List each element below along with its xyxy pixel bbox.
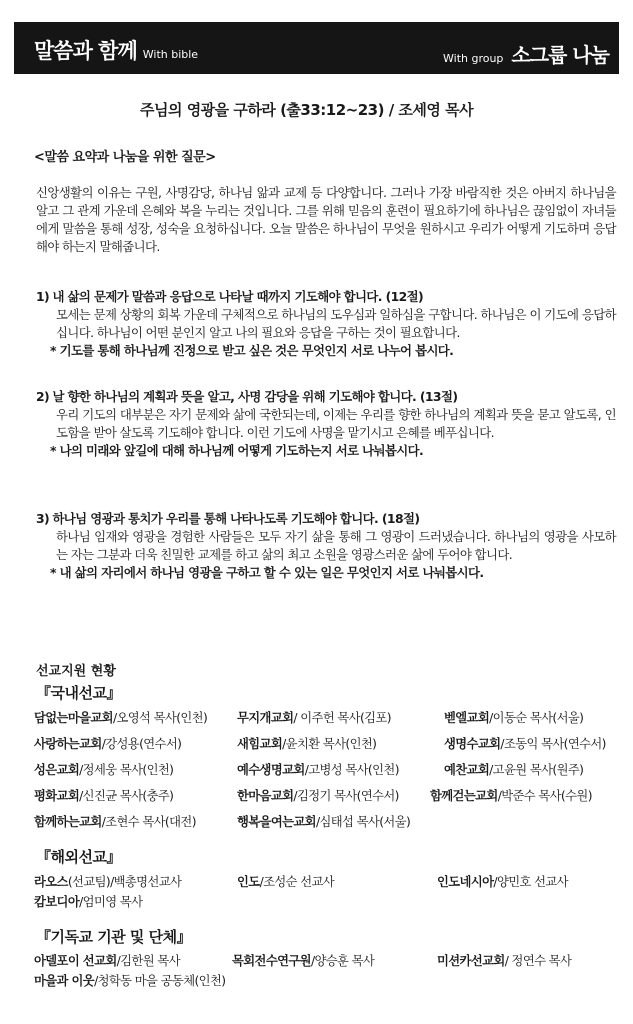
mission-entry: 예찬교회/고윤원 목사(원주) xyxy=(444,763,584,777)
header-bar xyxy=(14,22,619,74)
question-heading: 내 삶의 문제가 말씀과 응답으로 나타날 때까지 기도해야 합니다. (12절) xyxy=(52,289,424,304)
question-2 xyxy=(36,388,616,460)
question-heading: 날 향한 하나님의 계획과 뜻을 알고, 사명 감당을 위해 기도해야 합니다. (13절) xyxy=(52,389,458,404)
question-number: 1) xyxy=(36,289,50,304)
question-body: 하나님 임재와 영광을 경험한 사람들은 모두 자기 삶을 통해 그 영광이 드러냈습니다. 하나님의 영광을 사모하는 자는 그분과 더욱 친밀한 교제를 하고 삶의 최고 소원을 영광스러운 삶에 두어야 합니다. xyxy=(56,529,616,562)
mission-entry: 평화교회/신진균 목사(충주) xyxy=(34,789,174,803)
mission-entry: 목회전수연구원/양승훈 목사 xyxy=(232,954,375,968)
mission-entry: 예수생명교회/고병성 목사(인천) xyxy=(237,763,399,777)
mission-entry: 마을과 이웃/청학동 마을 공동체(인천) xyxy=(34,974,226,988)
question-number: 3) xyxy=(36,511,50,526)
header-right-subtitle: With group xyxy=(443,52,504,65)
sermon-intro: 신앙생활의 이유는 구원, 사명감당, 하나님 앎과 교제 등 다양합니다. 그러나 가장 바람직한 것은 아버지 하나님을 알고 그 관계 가운데 은혜와 복을 누리는 것입니다. 그를 위해 믿음의 훈련이 필요하기에 하나님은 끊임없이 자녀들에게 말씀을 통해 성장, 성숙을 요청하십니다. 오늘 말씀은 하나님이 무엇을 원하시고 우리가 어떻게 기도하며 응답해야 하는지 말해줍니다. xyxy=(36,185,616,254)
question-number: 2) xyxy=(36,389,50,404)
question-body: 우리 기도의 대부분은 자기 문제와 삶에 국한되는데, 이제는 우리를 향한 하나님의 계획과 뜻을 묻고 알도록, 인도함을 받아 살도록 기도해야 합니다. 이런 기도에 사명을 맡기시고 은혜를 베푸십니다. xyxy=(56,407,616,440)
mission-entry: 생명수교회/조동익 목사(연수서) xyxy=(444,737,606,751)
header-left-subtitle: With bible xyxy=(142,48,199,61)
mission-entry: 행복을여는교회/심태섭 목사(서울) xyxy=(237,815,411,829)
mission-entry: 무지개교회/ 이주헌 목사(김포) xyxy=(237,711,391,725)
mission-entry: 캄보디아/엄미영 목사 xyxy=(34,895,143,909)
overseas-mission-label: 『해외선교』 xyxy=(36,848,121,866)
mission-entry: 벧엘교회/이동순 목사(서울) xyxy=(444,711,584,725)
mission-entry: 라오스(선교팀)/백총명선교사 xyxy=(34,875,182,889)
domestic-mission-label: 『국내선교』 xyxy=(36,684,121,702)
sermon-subtitle: <말씀 요약과 나눔을 위한 질문> xyxy=(34,150,216,165)
question-heading: 하나님 영광과 통치가 우리를 통해 나타나도록 기도해야 합니다. (18절) xyxy=(52,511,420,526)
mission-entry: 함께걷는교회/박준수 목사(수원) xyxy=(430,789,592,803)
header-right xyxy=(443,39,609,68)
mission-entry: 인도네시아/양민호 선교사 xyxy=(437,875,568,889)
question-prompt: * 나의 미래와 앞길에 대해 하나님께 어떻게 기도하는지 서로 나눠봅시다. xyxy=(50,443,424,458)
mission-entry: 담없는마을교회/오영석 목사(인천) xyxy=(34,711,208,725)
question-1 xyxy=(36,288,616,360)
question-prompt: * 내 삶의 자리에서 하나님 영광을 구하고 할 수 있는 일은 무엇인지 서로 나눠봅시다. xyxy=(50,565,484,580)
question-prompt: * 기도를 통해 하나님께 진정으로 받고 싶은 것은 무엇인지 서로 나누어 봅시다. xyxy=(50,343,454,358)
sermon-title: 주님의 영광을 구하라 (출33:12~23) / 조세영 목사 xyxy=(140,101,474,119)
header-right-title: 소그룹 나눔 xyxy=(511,43,609,67)
mission-entry: 미션카선교회/ 정연수 목사 xyxy=(437,954,572,968)
header-left xyxy=(34,35,198,65)
question-body: 모세는 문제 상황의 회복 가운데 구체적으로 하나님의 도우심과 일하심을 구합니다. 하나님은 이 기도에 응답하십니다. 하나님이 어떤 분인지 알고 나의 필요와 응답을 구하는 것이 필요합니다. xyxy=(56,307,616,340)
mission-entry: 사랑하는교회/강성용(연수서) xyxy=(34,737,182,751)
organizations-label: 『기독교 기관 및 단체』 xyxy=(36,928,192,946)
header-left-title: 말씀과 함께 xyxy=(34,39,137,63)
mission-entry: 함께하는교회/조현수 목사(대전) xyxy=(34,815,196,829)
mission-section-title: 선교지원 현황 xyxy=(36,664,116,679)
mission-entry: 아델포이 선교회/김한원 목사 xyxy=(34,954,180,968)
mission-entry: 성은교회/정세웅 목사(인천) xyxy=(34,763,174,777)
mission-entry: 인도/조성순 선교사 xyxy=(237,875,335,889)
mission-entry: 새힘교회/윤치환 목사(인천) xyxy=(237,737,377,751)
mission-entry: 한마음교회/김정기 목사(연수서) xyxy=(237,789,399,803)
question-3 xyxy=(36,510,616,582)
